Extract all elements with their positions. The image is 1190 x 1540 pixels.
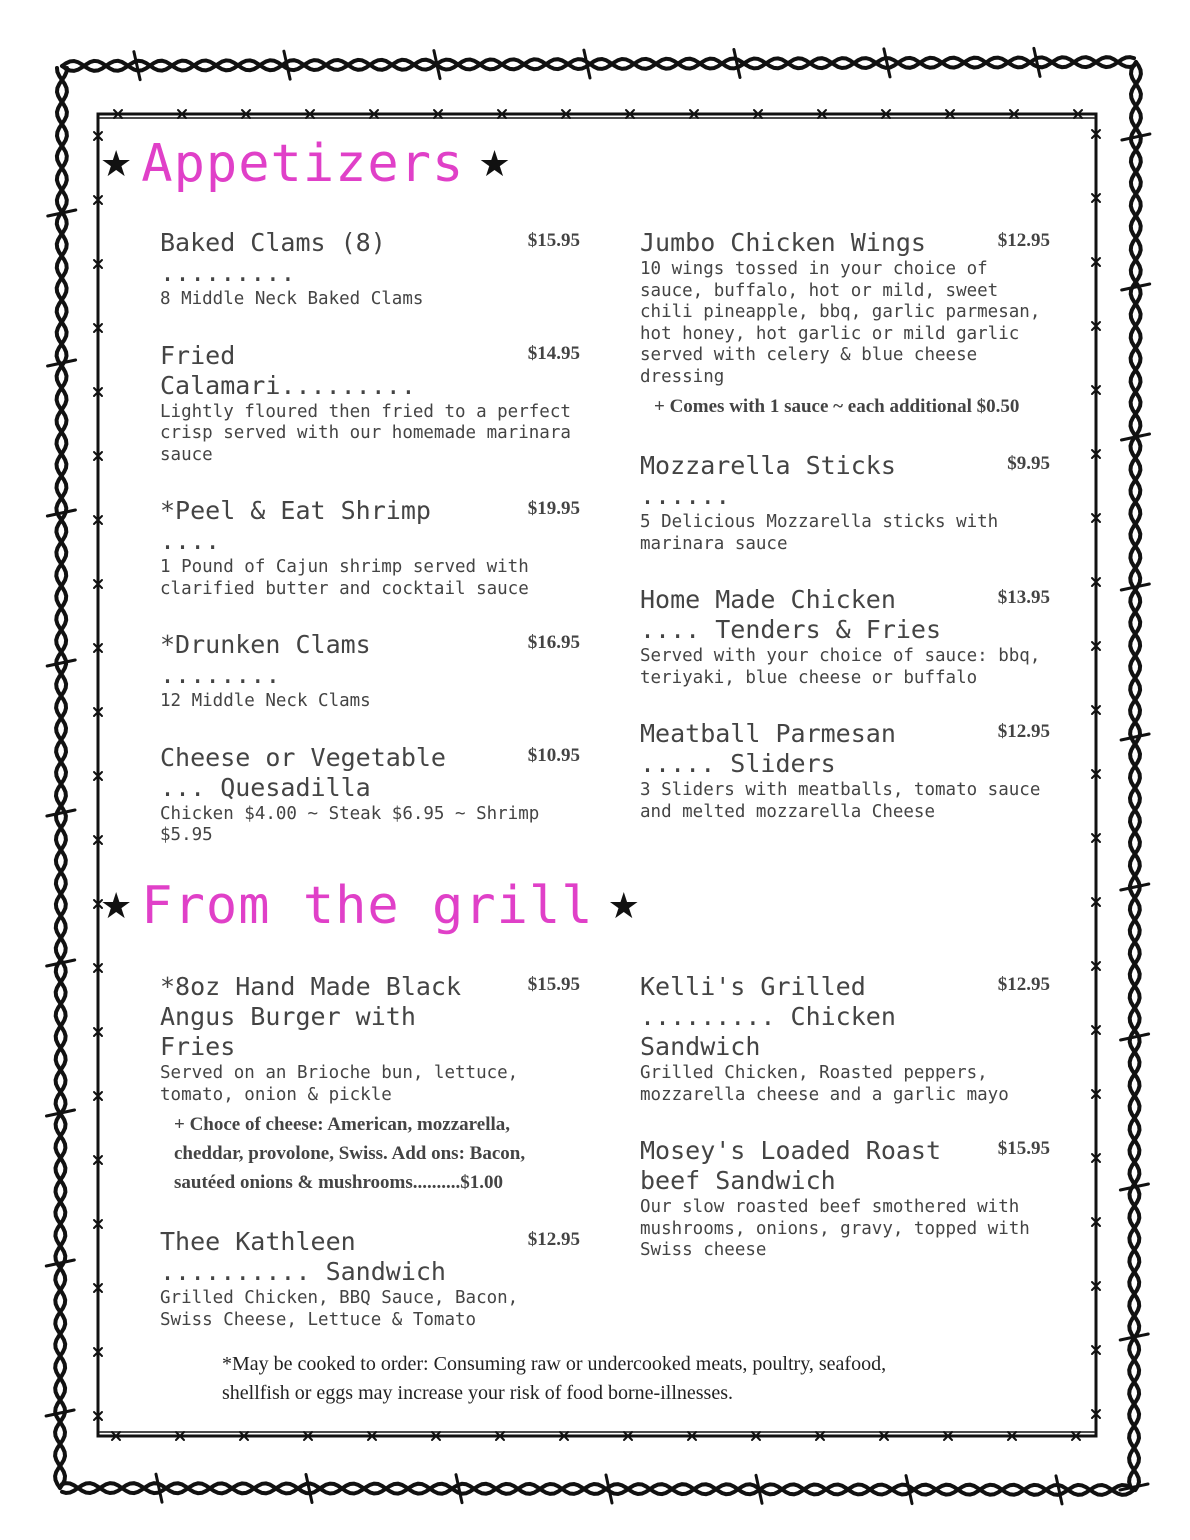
grill-title: From the grill [141,876,594,936]
item-price: $16.95 [527,632,580,653]
appetizers-right-column [640,228,1050,853]
item-price: $12.95 [527,1229,580,1250]
item-description: Served with your choice of sauce: bbq, teriyaki, blue cheese or buffalo [640,646,1041,688]
menu-item-kellis-chicken [640,972,1050,1106]
star-icon: ★ [607,885,641,927]
item-name: Mosey's Loaded Roast beef Sandwich [640,1136,942,1195]
menu-item-mozzarella-sticks [640,451,1050,555]
item-price: $12.95 [997,230,1050,251]
item-name: *Drunken Clams ........ [160,630,371,689]
item-name: Cheese or Vegetable ... Quesadilla [160,742,446,802]
item-description: Lightly floured then fried to a perfect crisp served with our homemade marinara sauce [160,401,571,465]
item-name: *8oz Hand Made Black Angus Burger with Fries [160,972,462,1061]
grill-left-column [160,972,580,1361]
item-name: Meatball Parmesan ..... Sliders [640,719,896,778]
item-description: 12 Middle Neck Clams [160,691,371,711]
menu-item-chicken-tenders [640,585,1050,689]
menu-item-angus-burger [160,972,580,1197]
item-description: Served on an Brioche bun, lettuce, tomato, onion & pickle [160,1063,519,1105]
item-price: $12.95 [997,721,1050,742]
star-icon: ★ [478,143,512,185]
appetizers-heading [100,134,512,194]
item-price: $15.95 [527,230,580,251]
menu-item-meatball-sliders [640,719,1050,823]
item-price: $13.95 [997,587,1050,608]
item-name: Mozzarella Sticks ...... [640,451,896,510]
menu-item-peel-eat-shrimp [160,496,580,600]
item-price: $12.95 [997,974,1050,995]
item-description: 5 Delicious Mozzarella sticks with marinara sauce [640,512,999,554]
menu-item-thee-kathleen [160,1227,580,1331]
item-note: + Comes with 1 sauce ~ each additional $0.50 [654,396,1020,417]
item-price: $10.95 [527,744,580,766]
appetizers-left-column [160,228,580,877]
item-description: 8 Middle Neck Baked Clams [160,289,424,309]
menu-item-moseys-roast-beef [640,1136,1050,1262]
menu-item-baked-clams [160,228,580,311]
menu-item-jumbo-wings [640,228,1050,421]
item-price: $14.95 [527,342,580,364]
item-name: Kelli's Grilled ......... Chicken Sandwich [640,972,896,1061]
item-price: $9.95 [1007,453,1050,474]
item-name: Thee Kathleen .......... Sandwich [160,1227,446,1286]
food-safety-footnote: *May be cooked to order: Consuming raw or undercooked meats, poultry, seafood, shellfish or eggs may increase your risk of food borne-illnesses. [222,1353,887,1404]
item-price: $15.95 [527,974,580,995]
menu-item-quesadilla [160,743,580,847]
item-description: Grilled Chicken, Roasted peppers, mozzarella cheese and a garlic mayo [640,1063,1009,1105]
grill-heading [100,876,641,936]
item-description: Grilled Chicken, BBQ Sauce, Bacon, Swiss Cheese, Lettuce & Tomato [160,1288,519,1330]
item-description: 1 Pound of Cajun shrimp served with clarified butter and cocktail sauce [160,557,529,599]
item-name: Home Made Chicken .... Tenders & Fries [640,585,942,644]
item-name: *Peel & Eat Shrimp .... [160,496,431,555]
star-icon: ★ [100,143,134,185]
item-note: + Choce of cheese: American, mozzarella, cheddar, provolone, Swiss. Add ons: Bacon, sautéed onions & mushrooms..........$1.00 [174,1114,526,1193]
item-name: Baked Clams (8) ......... [160,228,386,287]
item-price: $15.95 [997,1138,1050,1159]
grill-right-column [640,972,1050,1292]
item-description: 10 wings tossed in your choice of sauce, buffalo, hot or mild, sweet chili pineapple, bbq, garlic parmesan, hot honey, hot garlic or mild garlic served with celery & blue cheese dressing [640,259,1041,387]
menu-item-drunken-clams [160,630,580,713]
item-description: 3 Sliders with meatballs, tomato sauce and melted mozzarella Cheese [640,780,1041,822]
item-name: Fried Calamari......... [160,340,416,400]
star-icon: ★ [100,885,134,927]
item-name: Jumbo Chicken Wings [640,228,926,257]
item-price: $19.95 [527,498,580,519]
item-description: Our slow roasted beef smothered with mushrooms, onions, gravy, topped with Swiss cheese [640,1197,1030,1260]
menu-item-fried-calamari [160,341,580,467]
appetizers-title: Appetizers [141,134,465,194]
item-description: Chicken $4.00 ~ Steak $6.95 ~ Shrimp $5.95 [160,803,540,845]
